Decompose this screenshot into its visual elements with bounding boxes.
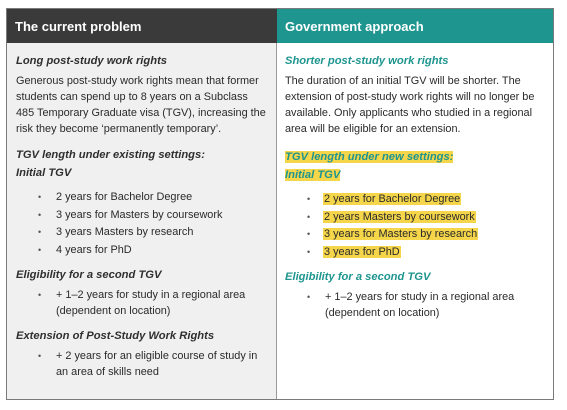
list-item: • 3 years for PhD (307, 245, 400, 258)
bullet-dot-icon: • (307, 194, 311, 204)
bullet-dot-icon: • (38, 192, 42, 202)
long-psw-text: Generous post-study work rights mean that former students can spend up to 8 years on a Subclass 485 Temporary Graduate visa (TGV), increasing the risk they become ‘permanently temporary’. (16, 75, 266, 135)
bullet-dot-icon: • (38, 350, 42, 361)
list-item: • 2 years for Bachelor Degree (38, 191, 193, 203)
current-problem-column (7, 43, 277, 399)
list-item: • 3 years Masters by research (38, 226, 194, 238)
bullet-dot-icon: • (38, 244, 42, 255)
shorter-psw-text: The duration of an initial TGV will be shorter. The extension of post-study work rights will no longer be available. Only applicants who studied in a regional area will be eligible for an extension. (285, 75, 535, 135)
list-item: • 3 years for Masters by research (307, 228, 478, 240)
list-item: • 3 years for Masters by coursework (38, 208, 223, 221)
list-item: • 2 years Masters by coursework (307, 210, 475, 223)
existing-initial-tgv-heading: Initial TGV (16, 167, 72, 179)
new-initial-tgv-list (285, 191, 545, 260)
new-second-tgv-list (285, 289, 545, 321)
comparison-table (6, 8, 554, 400)
new-settings-heading: TGV length under new settings: (285, 151, 454, 163)
new-initial-tgv-heading: Initial TGV (285, 169, 341, 181)
bullet-dot-icon: • (307, 229, 311, 239)
bullet-dot-icon: • (307, 211, 311, 222)
bullet-dot-icon: • (307, 291, 311, 302)
list-item: • + 2 years for an eligible course of study in an area of skills need (38, 349, 258, 378)
bullet-dot-icon: • (38, 209, 42, 220)
bullet-dot-icon: • (38, 289, 42, 300)
list-item: • + 1–2 years for study in a regional area (dependent on location) (307, 290, 515, 319)
government-approach-column (277, 43, 553, 399)
header-government-approach: Government approach (277, 9, 553, 43)
header-current-problem: The current problem (7, 9, 277, 43)
long-psw-heading: Long post-study work rights (16, 55, 168, 67)
existing-second-tgv-list (16, 287, 268, 319)
existing-initial-tgv-list (16, 189, 268, 258)
existing-settings-heading: TGV length under existing settings: (16, 149, 205, 161)
bullet-dot-icon: • (307, 246, 311, 257)
list-item: • + 1–2 years for study in a regional area (dependent on location) (38, 288, 246, 317)
extension-psw-list (16, 348, 268, 380)
shorter-psw-heading: Shorter post-study work rights (285, 55, 449, 67)
bullet-dot-icon: • (38, 227, 42, 237)
extension-psw-heading: Extension of Post-Study Work Rights (16, 329, 215, 342)
list-item: • 2 years for Bachelor Degree (307, 193, 461, 205)
existing-second-tgv-heading: Eligibility for a second TGV (16, 268, 162, 281)
list-item: • 4 years for PhD (38, 243, 132, 256)
table-header (7, 9, 553, 43)
table-body (7, 43, 553, 399)
new-second-tgv-heading: Eligibility for a second TGV (285, 270, 431, 283)
